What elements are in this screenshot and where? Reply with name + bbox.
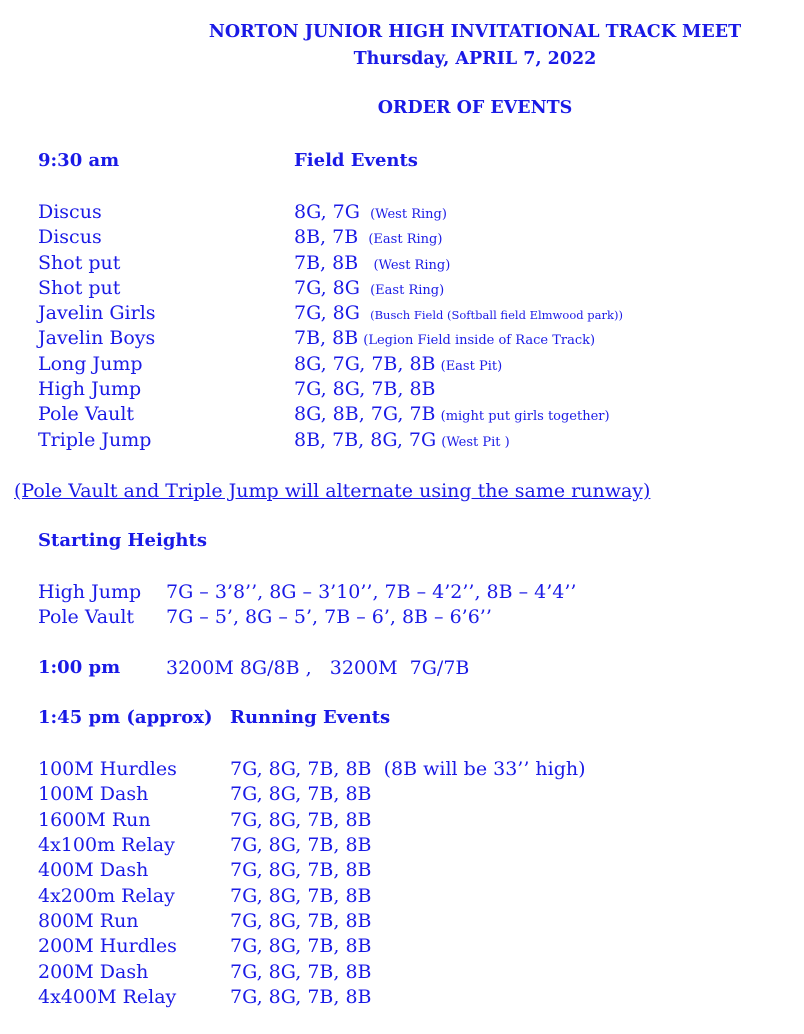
running-event-name: 1600M Run [38, 809, 151, 831]
meet-date: Thursday, APRIL 7, 2022 [353, 49, 597, 69]
running-event-name: 4x200m Relay [38, 885, 175, 907]
running-event-groups: 7G, 8G, 7B, 8B [230, 834, 372, 856]
field-event-groups: 7G, 8G, 7B, 8B [294, 378, 436, 400]
running-event-name: 100M Hurdles [38, 758, 177, 780]
running-event-name: 800M Run [38, 910, 139, 932]
field-event-location: (East Pit) [440, 359, 503, 374]
field-event-name: Javelin Boys [38, 327, 156, 349]
distance-events: 3200M 8G/8B , 3200M 7G/7B [166, 657, 470, 679]
field-event-name: Discus [38, 201, 102, 223]
field-event-name: Long Jump [38, 353, 143, 375]
running-event-name: 400M Dash [38, 859, 149, 881]
field-event-groups: 7G, 8G [294, 302, 360, 324]
field-event-assignment [294, 226, 442, 248]
running-event-name: 100M Dash [38, 783, 149, 805]
field-event-location: (West Ring) [370, 207, 447, 222]
field-event-assignment [294, 378, 436, 400]
field-event-name: Triple Jump [38, 429, 152, 451]
field-event-assignment [294, 353, 502, 375]
field-event-location: (West Ring) [373, 258, 451, 273]
running-events-time: 1:45 pm (approx) [38, 707, 213, 728]
field-event-groups: 8G, 8B, 7G, 7B [294, 403, 436, 425]
running-event-groups: 7G, 8G, 7B, 8B [230, 809, 372, 831]
distance-time: 1:00 pm [38, 657, 121, 678]
running-event-groups: 7G, 8G, 7B, 8B [230, 986, 372, 1008]
field-event-location: (Busch Field (Softball field Elmwood park)) [370, 308, 623, 322]
field-events-heading: Field Events [294, 150, 418, 171]
running-event-groups: 7G, 8G, 7B, 8B [230, 885, 372, 907]
field-event-location: (East Ring) [370, 283, 445, 298]
field-event-name: Shot put [38, 252, 121, 274]
running-event-groups: 7G, 8G, 7B, 8B [230, 783, 372, 805]
height-values: 7G – 3’8’’, 8G – 3’10’’, 7B – 4’2’’, 8B – 4’4’’ [166, 581, 577, 603]
field-event-groups: 7B, 8B [294, 252, 359, 274]
running-event-note: (8B will be 33’’ high) [383, 758, 586, 780]
running-event-name: 4x100m Relay [38, 834, 175, 856]
starting-heights-heading: Starting Heights [38, 530, 207, 551]
field-event-assignment [294, 252, 450, 274]
field-event-groups: 7B, 8B [294, 327, 359, 349]
field-event-groups: 7G, 8G [294, 277, 360, 299]
running-event-name: 200M Dash [38, 961, 149, 983]
field-event-groups: 8G, 7G, 7B, 8B [294, 353, 436, 375]
order-of-events-heading: ORDER OF EVENTS [377, 98, 573, 118]
field-event-location: (West Pit ) [441, 435, 510, 450]
height-event-name: High Jump [38, 581, 142, 603]
running-event-name: 200M Hurdles [38, 935, 177, 957]
running-events-heading: Running Events [230, 707, 391, 728]
field-event-location: (might put girls together) [440, 409, 610, 424]
field-event-groups: 8B, 7B, 8G, 7G [294, 429, 437, 451]
field-event-name: Discus [38, 226, 102, 248]
running-event-groups: 7G, 8G, 7B, 8B [230, 910, 372, 932]
field-event-assignment [294, 429, 510, 451]
height-values: 7G – 5’, 8G – 5’, 7B – 6’, 8B – 6’6’’ [166, 606, 492, 628]
height-event-name: Pole Vault [38, 606, 135, 628]
running-event-groups: 7G, 8G, 7B, 8B [230, 758, 372, 780]
running-event-groups: 7G, 8G, 7B, 8B [230, 961, 372, 983]
field-event-assignment [294, 201, 447, 223]
field-event-location: (Legion Field inside of Race Track) [363, 333, 596, 348]
field-event-name: Javelin Girls [38, 302, 156, 324]
field-event-groups: 8G, 7G [294, 201, 360, 223]
running-event-groups: 7G, 8G, 7B, 8B [230, 859, 372, 881]
field-event-name: Pole Vault [38, 403, 135, 425]
field-events-time: 9:30 am [38, 150, 120, 171]
field-event-location: (East Ring) [368, 232, 443, 247]
field-event-assignment [294, 277, 444, 299]
running-event-groups: 7G, 8G, 7B, 8B [230, 935, 372, 957]
page-title: NORTON JUNIOR HIGH INVITATIONAL TRACK MEET [208, 22, 742, 42]
field-event-name: High Jump [38, 378, 142, 400]
running-event-name: 4x400M Relay [38, 986, 177, 1008]
field-event-assignment [294, 403, 610, 425]
field-event-groups: 8B, 7B [294, 226, 359, 248]
running-event-assignment [230, 758, 586, 780]
field-event-name: Shot put [38, 277, 121, 299]
field-event-assignment [294, 302, 623, 324]
runway-note: (Pole Vault and Triple Jump will alternate using the same runway) [14, 480, 651, 502]
field-event-assignment [294, 327, 595, 349]
